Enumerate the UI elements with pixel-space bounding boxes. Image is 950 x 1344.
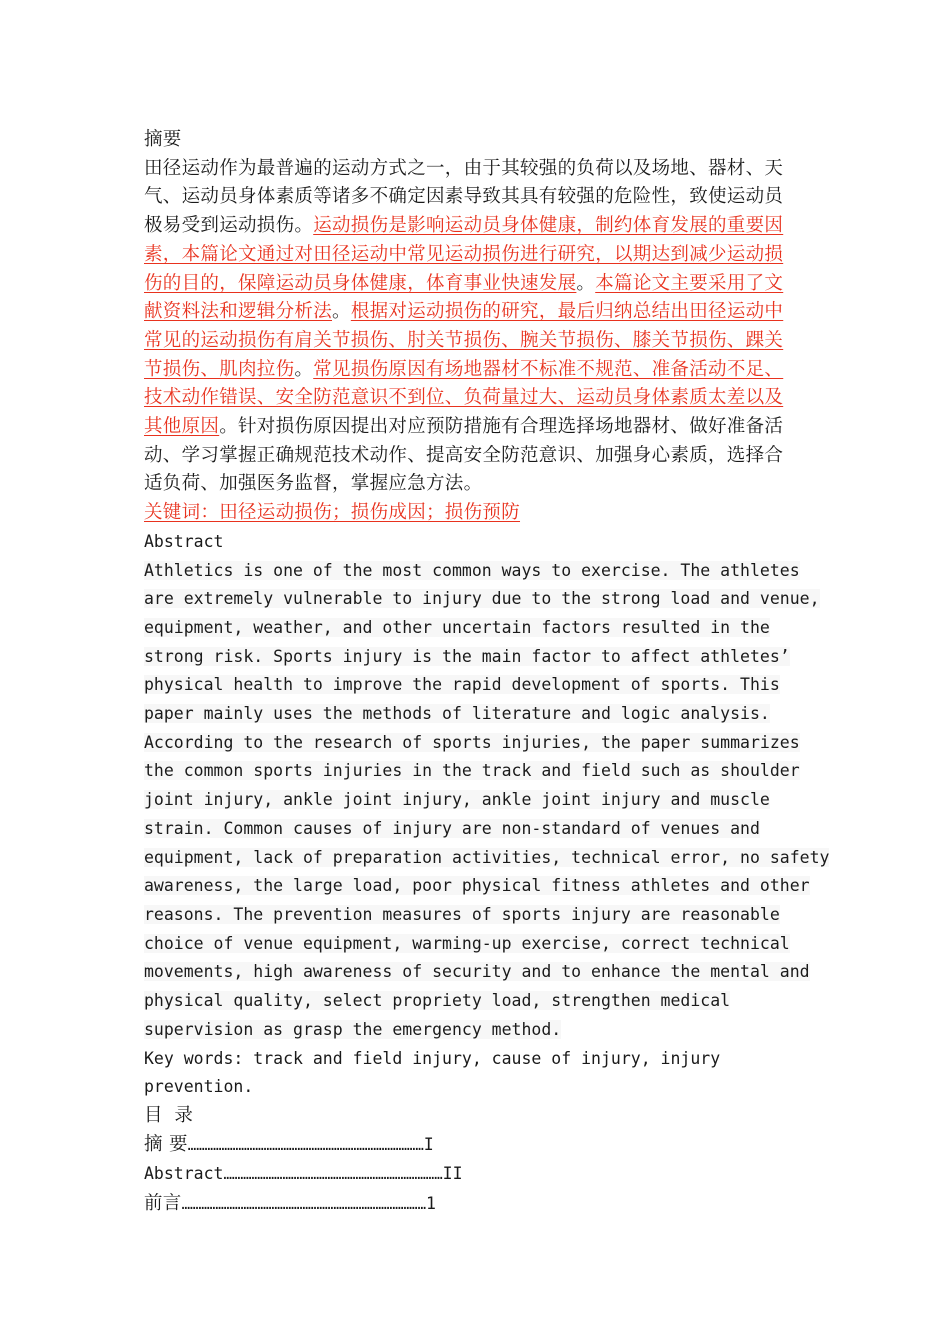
cn-abstract-line: [144, 442, 808, 471]
highlighted-text: 运动损伤是影响运动员身体健康，制约体育发展的重要因: [313, 215, 784, 237]
toc-entry[interactable]: [144, 1131, 714, 1161]
toc-entry-label: 前言: [144, 1193, 182, 1215]
en-abstract-line: choice of venue equipment, warming-up exercise, correct technical: [144, 933, 790, 953]
en-abstract-body: [144, 557, 830, 1045]
toc-entry-leader: ……………………………………………………………………………: [181, 1197, 427, 1214]
body-text: 田径运动作为最普遍的运动方式之一，由于其较强的负荷以及场地、器材、天: [144, 157, 784, 179]
toc-entry-page: II: [442, 1164, 463, 1184]
document-page: [144, 126, 830, 1220]
toc-entry[interactable]: [144, 1160, 714, 1190]
highlighted-text: 本篇论文主要采用了文: [595, 272, 784, 294]
en-abstract-line: are extremely vulnerable to injury due to the strong load and venue,: [144, 589, 820, 609]
highlighted-text: 素，本篇论文通过对田径运动中常见运动损伤进行研究，以期达到减少运动损: [144, 243, 784, 265]
en-abstract-line: supervision as grasp the emergency method.: [144, 1019, 562, 1039]
highlighted-text: 常见的运动损伤有肩关节损伤、肘关节损伤、腕关节损伤、膝关节损伤、踝关: [144, 329, 784, 351]
highlighted-text: 伤的目的，保障运动员身体健康，体育事业快速发展: [144, 272, 577, 294]
cn-abstract-line: [144, 470, 808, 499]
cn-abstract-line: [144, 212, 808, 241]
toc-entry[interactable]: [144, 1190, 714, 1220]
body-text: 适负荷、加强医务监督，掌握应急方法。: [144, 473, 483, 495]
en-abstract-line: According to the research of sports injuries, the paper summarizes: [144, 732, 800, 752]
body-text: 。针对损伤原因提出对应预防措施有合理选择场地器材、做好准备活: [219, 416, 784, 438]
highlighted-text: 节损伤、肌肉拉伤: [144, 358, 295, 380]
cn-abstract-body: [144, 155, 808, 499]
en-keywords-line: Key words: track and field injury, cause of injury, injury: [144, 1048, 721, 1068]
en-abstract-heading: Abstract: [144, 531, 224, 551]
highlighted-text: 根据对运动损伤的研究，最后归纳总结出田径运动中: [350, 301, 784, 323]
en-abstract-line: awareness, the large load, poor physical fitness athletes and other: [144, 876, 810, 896]
cn-abstract-line: [144, 327, 808, 356]
body-text: 动、学习掌握正确规范技术动作、提高安全防范意识、加强身心素质，选择合: [144, 444, 784, 466]
en-abstract-line: strain. Common causes of injury are non-standard of venues and: [144, 818, 760, 838]
en-abstract-line: equipment, lack of preparation activities, technical error, no safety: [144, 847, 830, 867]
cn-abstract-heading: 摘要: [144, 129, 182, 150]
cn-keywords: 关键词：田径运动损伤；损伤成因；损伤预防: [144, 502, 521, 524]
body-text: 极易受到运动损伤。: [144, 215, 314, 237]
highlighted-text: 常见损伤原因有场地器材不标准不规范、准备活动不足、: [313, 358, 784, 380]
cn-abstract-line: [144, 155, 808, 184]
en-abstract-line: strong risk. Sports injury is the main factor to affect athletes’: [144, 646, 790, 666]
en-abstract-line: the common sports injuries in the track and field such as shoulder: [144, 761, 800, 781]
en-keywords: [144, 1045, 808, 1102]
body-text: 。: [332, 301, 351, 323]
toc-entry-page: I: [423, 1134, 434, 1154]
toc-entry-label: Abstract: [144, 1164, 224, 1184]
cn-abstract-line: [144, 298, 808, 327]
body-text: 气、运动员身体素质等诸多不确定因素导致其具有较强的危险性，致使运动员: [144, 186, 784, 208]
highlighted-text: 献资料法和逻辑分析法: [144, 301, 333, 323]
highlighted-text: 其他原因: [144, 416, 220, 438]
cn-abstract-line: [144, 384, 808, 413]
toc-list: [144, 1131, 808, 1220]
toc-entry-page: 1: [426, 1194, 436, 1214]
en-abstract-line: joint injury, ankle joint injury, ankle joint injury and muscle: [144, 790, 770, 810]
en-abstract-line: physical quality, select propriety load, strengthen medical: [144, 991, 731, 1011]
en-abstract-section: [144, 528, 830, 1102]
cn-abstract-line: [144, 241, 808, 270]
cn-abstract-line: [144, 356, 808, 385]
en-abstract-line: physical health to improve the rapid development of sports. This: [144, 675, 780, 695]
en-abstract-line: equipment, weather, and other uncertain factors resulted in the: [144, 617, 770, 637]
cn-abstract-section: [144, 126, 808, 528]
highlighted-text: 技术动作错误、安全防范意识不到位、负荷量过大、运动员身体素质太差以及: [144, 387, 784, 409]
body-text: 。: [294, 358, 314, 380]
en-keywords-line: prevention.: [144, 1077, 254, 1097]
en-abstract-line: movements, high awareness of security and to enhance the mental and: [144, 962, 810, 982]
en-abstract-line: reasons. The prevention measures of sports injury are reasonable: [144, 904, 780, 924]
toc-heading: 目 录: [144, 1104, 196, 1126]
cn-abstract-line: [144, 183, 808, 212]
en-abstract-line: Athletics is one of the most common ways to exercise. The athletes: [144, 560, 800, 580]
cn-abstract-line: [144, 413, 808, 442]
toc-entry-leader: ……………………………………………………………………: [223, 1167, 443, 1184]
cn-abstract-line: [144, 270, 808, 299]
en-abstract-line: paper mainly uses the methods of literature and logic analysis.: [144, 704, 770, 724]
toc-entry-label: 摘 要: [144, 1133, 188, 1155]
toc-entry-leader: …………………………………………………………………………: [187, 1137, 424, 1154]
toc-section: [144, 1102, 808, 1220]
body-text: 。: [576, 272, 596, 294]
